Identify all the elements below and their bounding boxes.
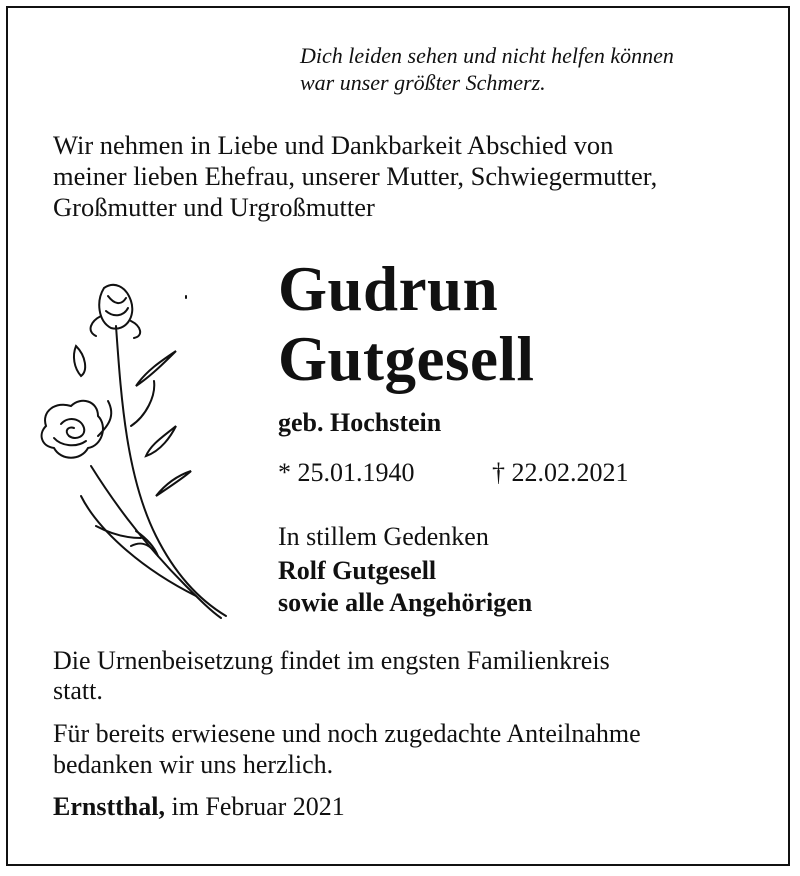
intro-line: Wir nehmen in Liebe und Dankbarkeit Abschied von — [53, 130, 614, 160]
death-date: † 22.02.2021 — [492, 458, 629, 487]
closing-line — [53, 792, 345, 822]
burial-line: Die Urnenbeisetzung findet im engsten Familienkreis — [53, 646, 610, 675]
closing-date: im Februar 2021 — [171, 792, 345, 821]
closing-place: Ernstthal, — [53, 792, 165, 821]
intro-text — [53, 130, 657, 223]
deceased-first-name: Gudrun — [278, 254, 499, 324]
birth-date: * 25.01.1940 — [278, 458, 415, 487]
thanks-line: Für bereits erwiesene und noch zugedachte Anteilnahme — [53, 719, 641, 748]
mourners-others: sowie alle Angehörigen — [278, 588, 533, 617]
burial-line: statt. — [53, 676, 103, 705]
rose-illustration — [36, 276, 236, 621]
maiden-name: geb. Hochstein — [278, 408, 442, 437]
thanks-notice — [53, 718, 641, 780]
quote-line: war unser größter Schmerz. — [300, 70, 546, 95]
thanks-line: bedanken wir uns herzlich. — [53, 750, 334, 779]
mourner-name: Rolf Gutgesell — [278, 556, 437, 585]
deceased-last-name: Gutgesell — [278, 324, 535, 394]
quote — [300, 42, 674, 96]
intro-line: Großmutter und Urgroßmutter — [53, 192, 375, 222]
burial-notice — [53, 646, 610, 706]
intro-line: meiner lieben Ehefrau, unserer Mutter, Schwiegermutter, — [53, 161, 658, 191]
mourners-intro: In stillem Gedenken — [278, 522, 489, 551]
quote-line: Dich leiden sehen und nicht helfen können — [300, 43, 674, 68]
